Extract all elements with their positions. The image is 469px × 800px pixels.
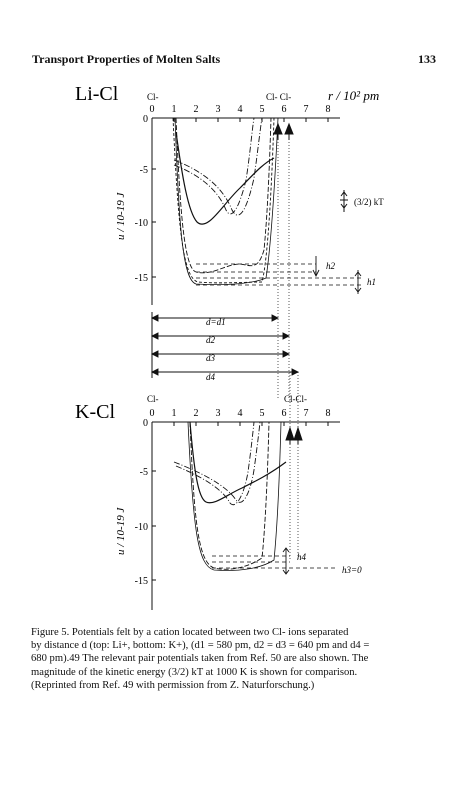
bottom-x-tick-labels xyxy=(150,408,331,419)
top-x-tick-label: 1 xyxy=(171,104,177,115)
top-axis-title: r / 10² pm xyxy=(328,88,380,103)
panel-label-li-cl: Li-Cl xyxy=(75,83,119,105)
d3-label: d3 xyxy=(206,353,215,363)
top-y-ticks xyxy=(152,118,156,277)
running-header-title: Transport Properties of Molten Salts xyxy=(32,52,221,66)
kt-label: (3/2) kT xyxy=(354,197,384,207)
top-x-tick-labels xyxy=(150,104,331,115)
top-curve-d2-solid xyxy=(175,118,278,285)
page-number: 133 xyxy=(418,52,436,66)
kt-marker-icon xyxy=(340,190,348,212)
bottom-x-tick-label: 1 xyxy=(171,408,177,419)
top-x-tick-label: 6 xyxy=(281,104,287,115)
bottom-h3-label: h3=0 xyxy=(342,565,362,575)
caption-line: Figure 5. Potentials felt by a cation located between two Cl- ions separated xyxy=(31,627,349,638)
bottom-y-tick-label: -10 xyxy=(134,522,148,533)
d4-label: d4 xyxy=(206,372,215,382)
bottom-x-ticks xyxy=(152,422,328,426)
top-y-tick-label: 0 xyxy=(143,114,148,125)
bottom-curve-d3 xyxy=(176,422,254,505)
d2-label: d2 xyxy=(206,335,215,345)
bottom-y-tick-labels xyxy=(135,418,148,587)
top-x-tick-label: 8 xyxy=(325,104,331,115)
top-h2-arrow xyxy=(313,256,319,276)
bottom-h4-label: h4 xyxy=(297,552,306,562)
top-x-tick-label: 7 xyxy=(303,104,309,115)
top-x-tick-label: 2 xyxy=(193,104,199,115)
bottom-y-ticks xyxy=(152,422,156,580)
top-ion-left-label: Cl- xyxy=(147,92,159,102)
bottom-y-tick-label: -5 xyxy=(139,467,148,478)
cl-position-arrow-icon xyxy=(285,124,293,140)
top-y-tick-label: -5 xyxy=(139,165,148,176)
bottom-x-tick-label: 3 xyxy=(215,408,221,419)
panel-label-k-cl: K-Cl xyxy=(75,401,115,423)
top-y-tick-label: -10 xyxy=(134,218,148,229)
caption-line: (Reprinted from Ref. 49 with permission from Z. Naturforschung.) xyxy=(31,679,315,691)
top-x-tick-label: 5 xyxy=(259,104,265,115)
bottom-x-tick-label: 5 xyxy=(259,408,265,419)
top-x-ticks xyxy=(152,118,328,122)
bottom-x-tick-label: 8 xyxy=(325,408,331,419)
bottom-x-tick-label: 6 xyxy=(281,408,287,419)
top-h2-label: h2 xyxy=(326,261,335,271)
top-h1-arrow xyxy=(355,270,361,294)
top-x-tick-label: 3 xyxy=(215,104,221,115)
top-pair-potential-curve xyxy=(176,132,274,224)
top-h1-label: h1 xyxy=(367,277,376,287)
bottom-curve-d4 xyxy=(174,422,260,502)
top-x-tick-label: 4 xyxy=(237,104,243,115)
d1-label: d=d1 xyxy=(206,317,226,327)
bottom-h4-arrow xyxy=(283,548,289,574)
caption-line: magnitude of the kinetic energy (3/2) kT at 1000 K is shown for comparison. xyxy=(31,666,358,678)
bottom-x-tick-label: 0 xyxy=(149,408,155,419)
top-curve-d3 xyxy=(174,118,254,214)
figure-caption xyxy=(31,626,441,692)
bottom-x-tick-label: 7 xyxy=(303,408,309,419)
top-y-axis-label: u / 10-19 J xyxy=(115,192,127,240)
caption-line: by distance d (top: Li+, bottom: K+), (d1 = 580 pm, d2 = d3 = 640 pm and d4 = xyxy=(31,640,370,652)
top-curve-d1 xyxy=(176,118,271,273)
bottom-pair-potential-curve xyxy=(190,422,286,503)
top-y-tick-labels xyxy=(135,114,148,284)
top-x-tick-label: 0 xyxy=(149,104,155,115)
bottom-x-tick-label: 4 xyxy=(237,408,243,419)
top-panel xyxy=(75,83,384,400)
bottom-ion-right-label: Cl-Cl- xyxy=(284,394,308,404)
cl-position-arrow-icon xyxy=(274,124,282,140)
caption-line: 680 pm).49 The relevant pair potentials taken from Ref. 50 are also shown. The xyxy=(31,653,369,665)
top-y-tick-label: -15 xyxy=(134,273,148,284)
bottom-panel xyxy=(75,372,362,610)
bottom-y-axis-label: u / 10-19 J xyxy=(115,507,127,555)
bottom-x-tick-label: 2 xyxy=(193,408,199,419)
top-ion-right-label: Cl- Cl- xyxy=(266,92,292,102)
bottom-y-tick-label: 0 xyxy=(143,418,148,429)
bottom-y-tick-label: -15 xyxy=(134,576,148,587)
bottom-ion-left-label: Cl- xyxy=(147,394,159,404)
top-curve-d4 xyxy=(174,118,262,215)
